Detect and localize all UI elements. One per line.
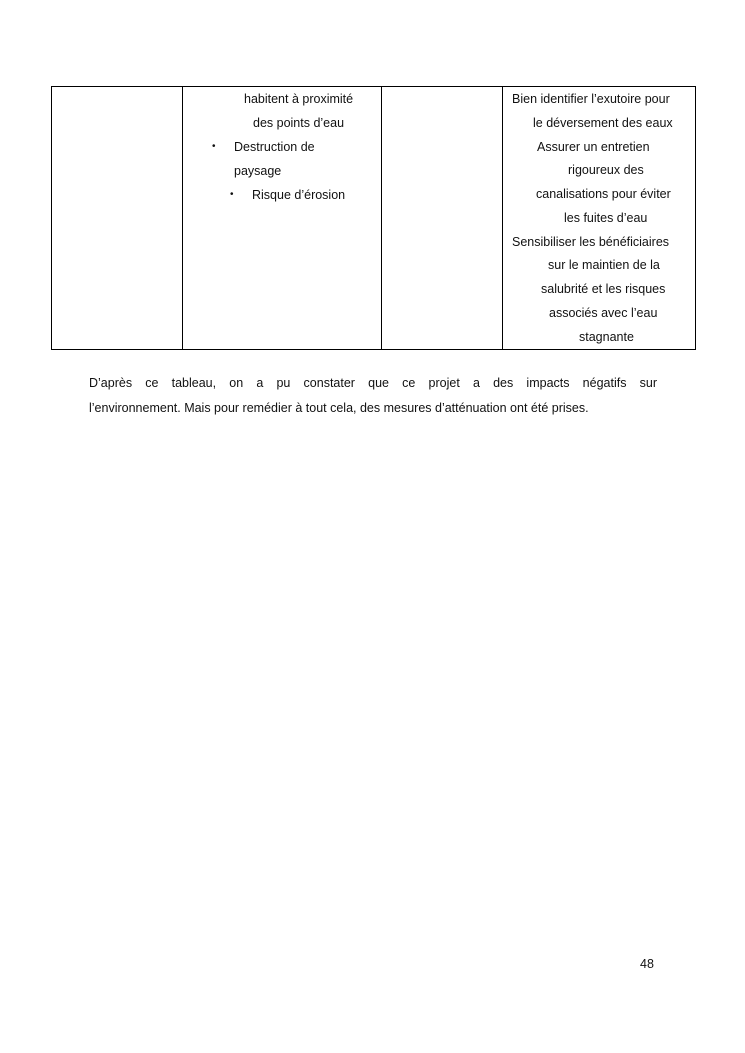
measure-line: rigoureux des bbox=[568, 163, 644, 177]
impact-line: Destruction de bbox=[234, 140, 315, 154]
table-cell-impacts bbox=[183, 87, 382, 350]
conclusion-paragraph bbox=[89, 371, 657, 421]
impact-line: paysage bbox=[234, 164, 282, 178]
table-cell-empty-1 bbox=[52, 87, 183, 350]
measure-line: stagnante bbox=[579, 330, 634, 344]
measure-line: canalisations pour éviter bbox=[536, 187, 671, 201]
measure-line: Sensibiliser les bénéficiaires bbox=[512, 235, 670, 249]
paragraph-line: D’après ce tableau, on a pu constater que ce projet a des impacts négatifs sur bbox=[89, 376, 657, 390]
table-row bbox=[52, 87, 696, 350]
measure-line: Assurer un entretien bbox=[537, 140, 650, 154]
impacts-table bbox=[51, 86, 696, 350]
table-cell-empty-2 bbox=[382, 87, 503, 350]
page-number: 48 bbox=[640, 957, 654, 971]
paragraph-line: l’environnement. Mais pour remédier à tout cela, des mesures d’atténuation ont été prises. bbox=[89, 401, 589, 415]
measure-line: associés avec l’eau bbox=[549, 306, 658, 320]
measure-line: les fuites d’eau bbox=[564, 211, 648, 225]
measure-line: sur le maintien de la bbox=[548, 258, 660, 272]
bullet-icon: • bbox=[230, 189, 234, 200]
impact-line: des points d’eau bbox=[253, 116, 345, 130]
measure-line: le déversement des eaux bbox=[533, 116, 673, 130]
table-cell-measures bbox=[503, 87, 696, 350]
impact-line: habitent à proximité bbox=[244, 92, 354, 106]
measure-line: Bien identifier l’exutoire pour bbox=[512, 92, 670, 106]
measure-line: salubrité et les risques bbox=[541, 282, 666, 296]
bullet-icon: • bbox=[212, 141, 216, 152]
impact-line: Risque d’érosion bbox=[252, 188, 346, 202]
